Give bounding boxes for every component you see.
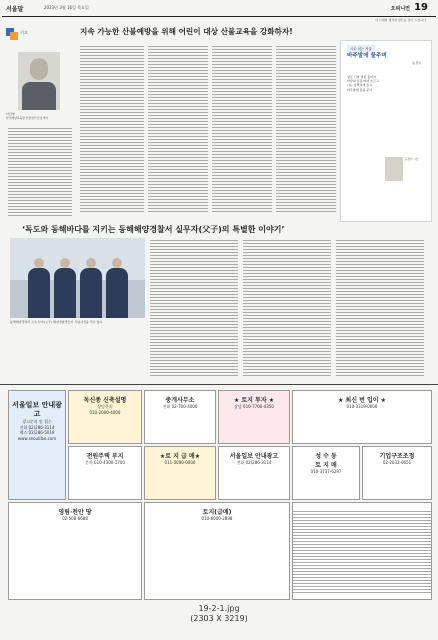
file-dimensions: (2303 X 3219)	[190, 614, 248, 623]
ad-title: 영림·천안 땅	[58, 509, 92, 516]
coast-guard-photo	[10, 238, 145, 318]
ad-line: 010-2000-4000	[89, 409, 121, 415]
ad-line: 011-0000-0000	[164, 460, 196, 465]
middle-column-1	[150, 238, 238, 378]
ad-title: 기업구조조정	[379, 453, 415, 460]
author-face	[30, 58, 48, 80]
newspaper-logo: 서울말	[6, 6, 24, 13]
ad-line: 전화 02-700-4000	[162, 404, 198, 409]
ad-title: 성 수 동 토 지 매	[315, 453, 337, 469]
ad-line: 전화 02)286-3114	[236, 460, 272, 465]
article-text	[243, 238, 331, 378]
ad-5	[68, 446, 142, 500]
person-figure	[106, 268, 128, 318]
page-header	[2, 2, 436, 22]
photo-caption: 동해해양경찰서 소속 부자(父子) 해양경찰관들이 기념사진을 찍고 있다.	[10, 320, 104, 324]
poem-line: 바주발에 물을 준다	[347, 87, 373, 92]
article-text	[276, 44, 336, 214]
ad-title: 독신종 신축설명	[83, 397, 127, 404]
article-column-2	[80, 44, 144, 214]
ad-title: ★ 최신 번 입이 ★	[337, 397, 387, 404]
ad-3	[218, 390, 290, 444]
ad-line: 010-3737-6297	[310, 469, 342, 474]
top-headline: 지속 가능한 산불예방을 위해 어린이 대상 산불교육을 강화하자!	[80, 27, 293, 36]
ad-4	[292, 390, 432, 444]
page-number: 19	[414, 2, 428, 13]
article-column-3	[148, 44, 208, 214]
article-text	[8, 126, 72, 218]
poem-line: 나는 물뿌리개 들고	[347, 83, 373, 88]
ad-line: www.seoulilbo.com	[17, 435, 57, 441]
ad-7	[218, 446, 290, 500]
ad-line: 상담문의	[97, 404, 113, 409]
article-text	[148, 44, 208, 214]
article-text	[336, 238, 424, 378]
issue-date: 2023년 3월 16일 목요일	[44, 5, 89, 10]
file-name: 19-2-1.jpg	[198, 604, 240, 613]
header-subtitle: 이 시대의 생각과 판단을 담아 드립니다	[374, 18, 426, 22]
article-text	[212, 44, 272, 214]
ad-title: 서울일보 안내광고	[12, 401, 62, 418]
ad-line: 010-3319-0000	[346, 404, 378, 409]
ad-large-text	[292, 502, 432, 600]
author-body	[22, 82, 56, 110]
ad-line: 팩스 02)286-5019	[19, 430, 55, 435]
ad-10	[8, 502, 142, 600]
poet-caption: 윤경석 시인	[405, 158, 419, 161]
article-column-5	[276, 44, 336, 214]
ad-line: 전화 02)286-3114	[19, 424, 55, 430]
ad-line: 010-6000-2898	[201, 516, 233, 521]
poem-author: 윤경석	[412, 61, 421, 65]
badge-square-icon	[10, 32, 18, 40]
ad-line: 상담 010-7700-4350	[234, 404, 274, 409]
middle-headline: ‘독도와 동해바다를 지키는 동해해양경찰서 실무자(父子)의 특별한 이야기’	[22, 225, 285, 234]
poem-line: 마당의 물길 따라 흐르고	[347, 79, 379, 84]
ad-1	[68, 390, 142, 444]
poem-line: 창문 너머 빗물 흩어져	[347, 75, 376, 79]
poet-photo	[385, 157, 403, 181]
poem-title: 바주발에 물주며	[347, 53, 387, 59]
ad-title: 서울일보 안내광고	[229, 453, 279, 460]
ad-2	[144, 390, 216, 444]
column-badge	[6, 28, 28, 40]
poem-box	[340, 40, 432, 222]
article-text	[80, 44, 144, 214]
ad-title: 토지(급매)	[202, 509, 232, 516]
badge-label: 기고	[20, 30, 28, 35]
article-column-4	[212, 44, 272, 214]
ad-seoul-ilbo	[8, 390, 66, 500]
author-title: 한국해양교육원 안전관리단장 박사	[6, 116, 49, 120]
author-photo	[18, 52, 60, 110]
person-figure	[80, 268, 102, 318]
person-figure	[28, 268, 50, 318]
section-name: 오피니언	[390, 6, 410, 12]
middle-column-2	[243, 238, 331, 378]
ad-title: ★토 지 급 매★	[159, 453, 201, 460]
poem-lines	[347, 75, 407, 92]
ad-line: 광고문의 및 접수	[22, 419, 52, 424]
article-text	[150, 238, 238, 378]
ad-9	[362, 446, 432, 500]
ad-title: 전원주택 부지	[86, 453, 124, 460]
poem-kicker: 시로 쉬는 서울	[347, 45, 375, 52]
ad-8	[292, 446, 360, 500]
ad-title: ★ 토지 투자 ★	[233, 397, 275, 404]
middle-column-3	[336, 238, 424, 378]
author-name: 이신영	[6, 112, 15, 116]
header-rule	[2, 16, 436, 17]
article-column-1	[8, 126, 72, 218]
ads-divider	[0, 384, 438, 385]
ad-line: 02-2033-0651	[382, 460, 412, 465]
person-figure	[54, 268, 76, 318]
image-caption	[0, 604, 438, 624]
ad-text-block	[293, 509, 431, 595]
ad-title: 중개사무소	[165, 397, 195, 404]
ad-line: 02-508-6688	[62, 516, 88, 521]
ad-line: 문의 010-4300-1700	[85, 460, 125, 465]
ad-6	[144, 446, 216, 500]
ad-11	[144, 502, 290, 600]
